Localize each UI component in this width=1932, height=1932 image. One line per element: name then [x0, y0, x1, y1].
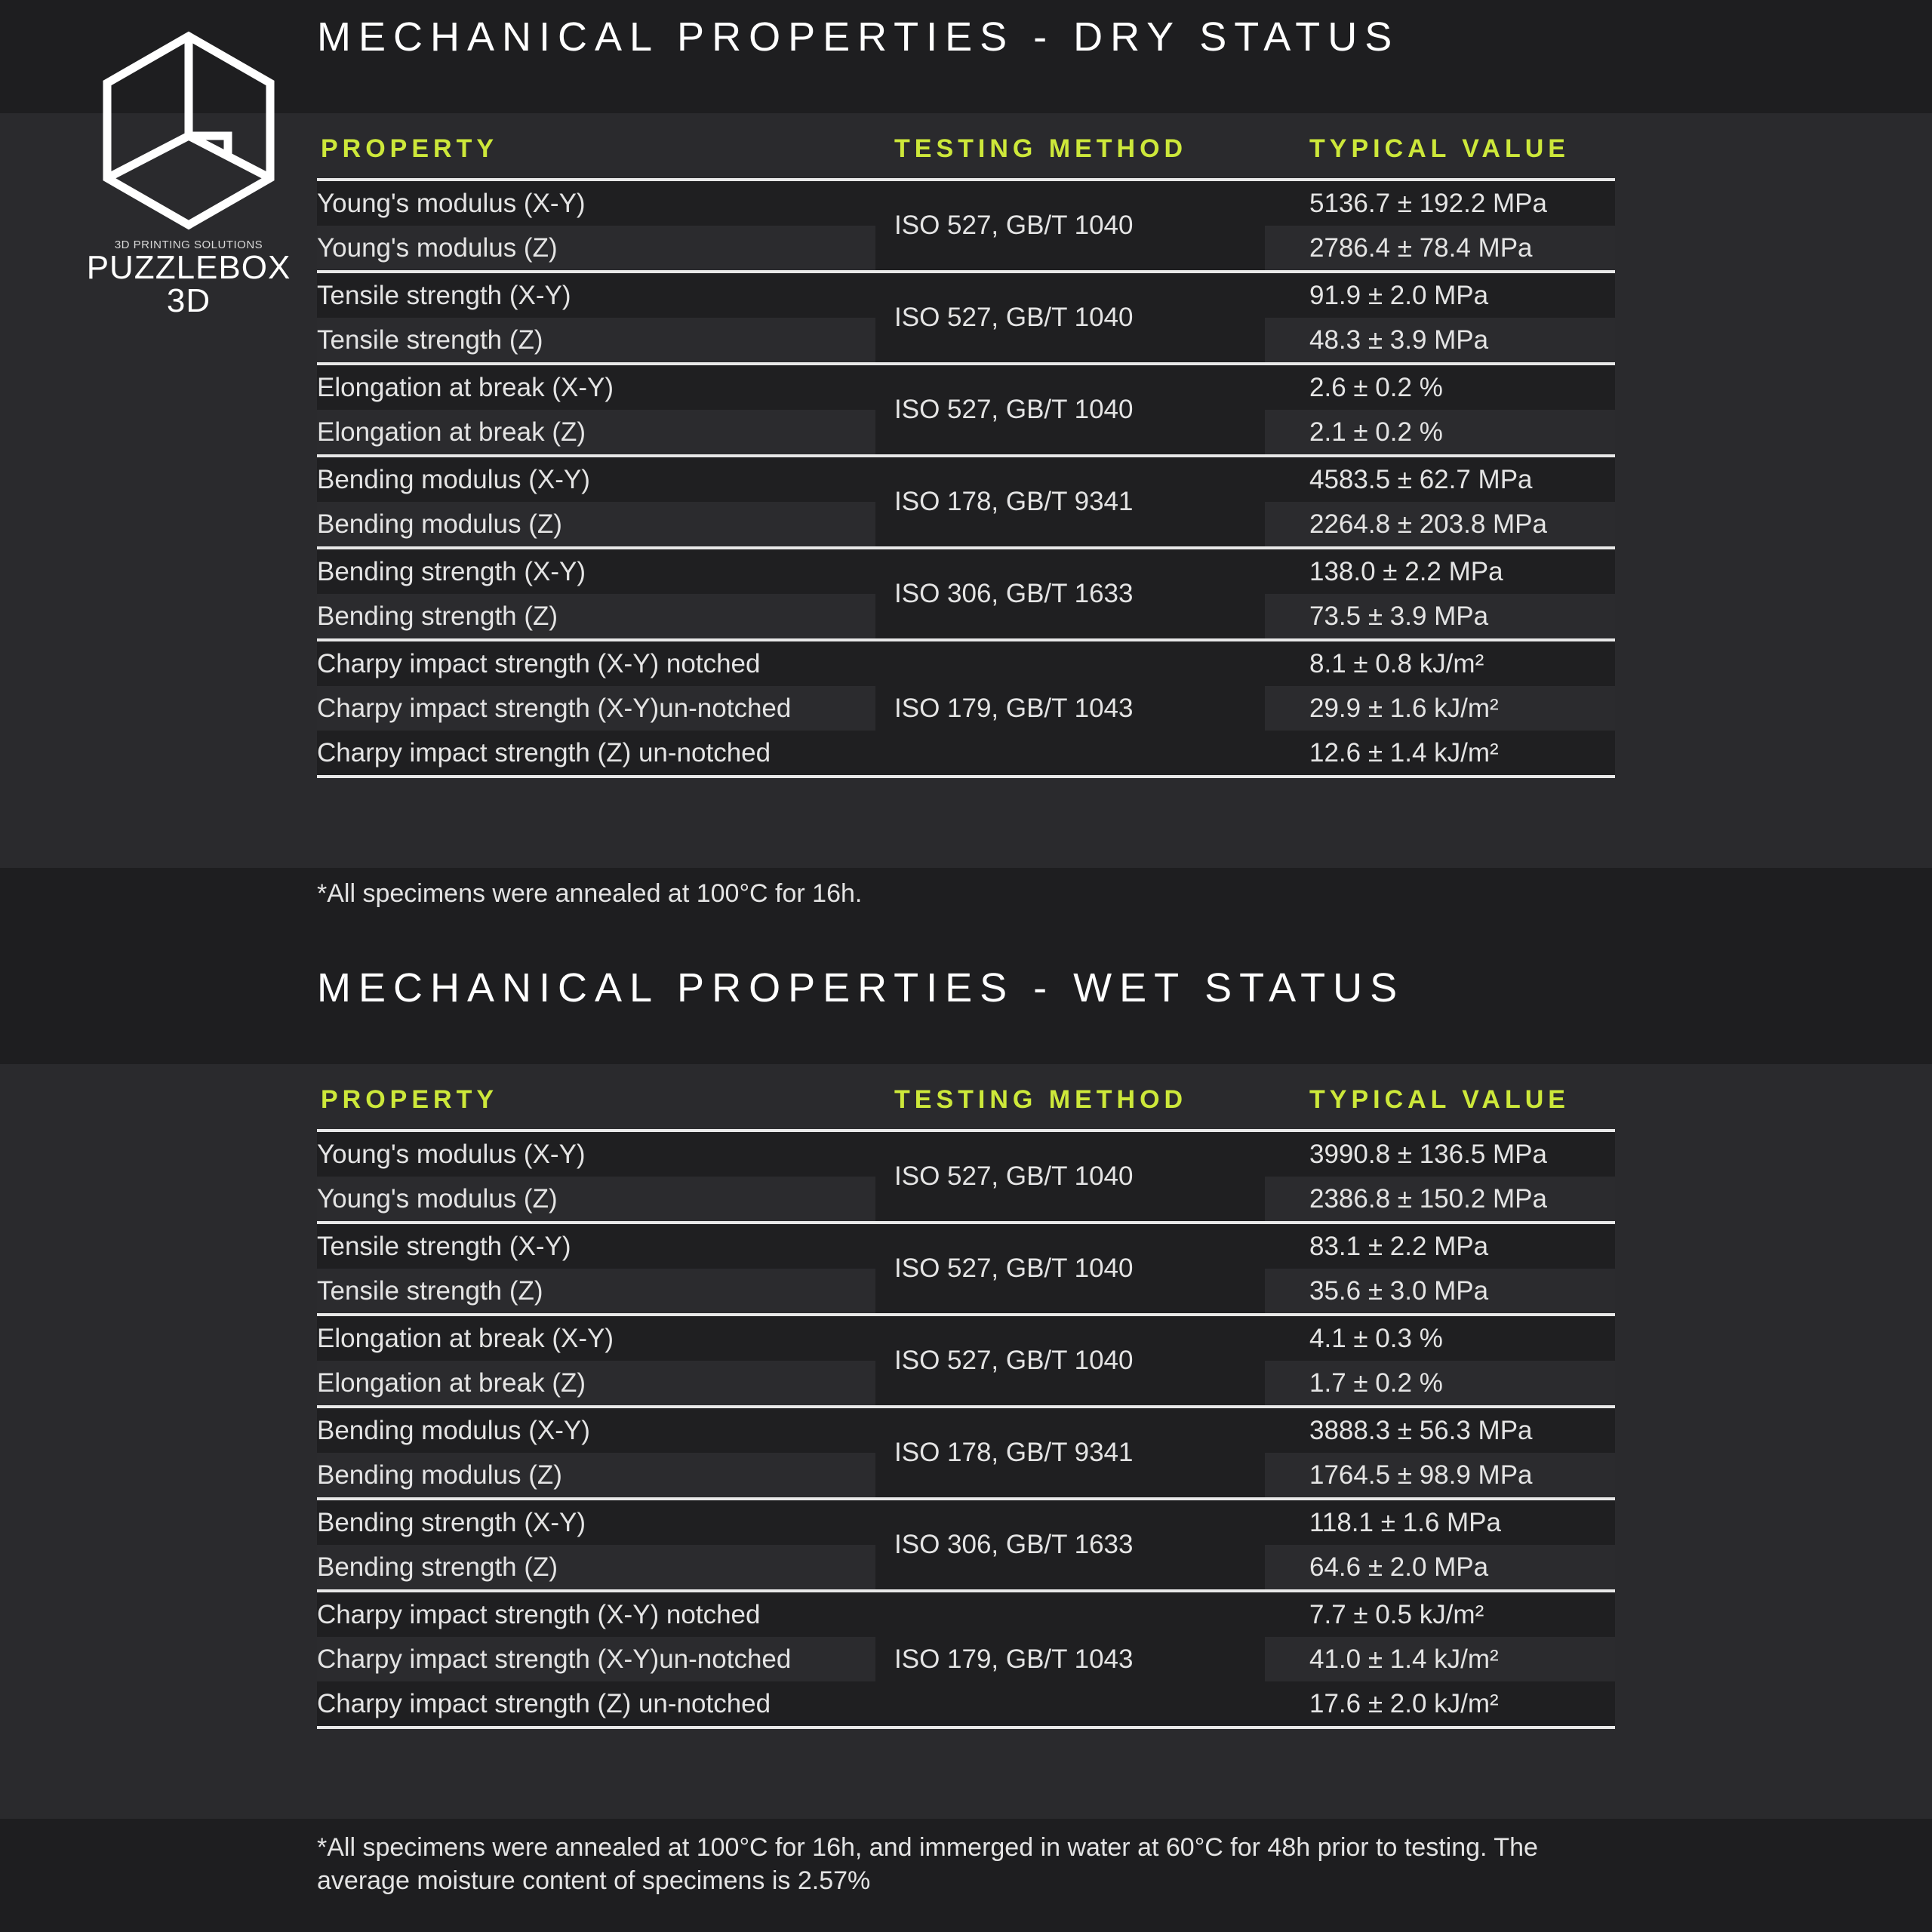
- table-row: [317, 1681, 1615, 1726]
- testing-method: ISO 306, GB/T 1633: [894, 579, 1134, 608]
- typical-value: 138.0 ± 2.2 MPa: [1309, 557, 1503, 586]
- wet-properties-table: [317, 1064, 1615, 1729]
- property-group: [317, 457, 1615, 549]
- property-name: Charpy impact strength (Z) un-notched: [317, 738, 771, 768]
- property-group: [317, 1500, 1615, 1592]
- testing-method: ISO 527, GB/T 1040: [894, 303, 1134, 332]
- testing-method: ISO 527, GB/T 1040: [894, 395, 1134, 424]
- testing-method: ISO 178, GB/T 9341: [894, 487, 1134, 516]
- typical-value: 2.1 ± 0.2 %: [1309, 417, 1443, 447]
- property-name: Young's modulus (X-Y): [317, 189, 586, 218]
- typical-value: 5136.7 ± 192.2 MPa: [1309, 189, 1547, 218]
- typical-value: 3990.8 ± 136.5 MPa: [1309, 1140, 1547, 1169]
- wet-section-title: MECHANICAL PROPERTIES - WET STATUS: [317, 965, 1405, 1011]
- typical-value: 64.6 ± 2.0 MPa: [1309, 1552, 1489, 1582]
- testing-method: ISO 179, GB/T 1043: [894, 693, 1134, 723]
- testing-method: ISO 527, GB/T 1040: [894, 211, 1134, 240]
- property-group: [317, 1408, 1615, 1500]
- wet-footnote: *All specimens were annealed at 100°C for 16h, and immerged in water at 60°C for 48h prior to testing. The average moisture content of specimens is 2.57%: [317, 1833, 1538, 1895]
- brand-tagline: 3D PRINTING SOLUTIONS: [114, 238, 263, 251]
- typical-value: 83.1 ± 2.2 MPa: [1309, 1232, 1489, 1261]
- typical-value: 48.3 ± 3.9 MPa: [1309, 325, 1489, 355]
- property-name: Young's modulus (Z): [317, 1184, 558, 1214]
- typical-value: 2386.8 ± 150.2 MPa: [1309, 1184, 1547, 1214]
- typical-value: 91.9 ± 2.0 MPa: [1309, 281, 1489, 310]
- property-name: Elongation at break (X-Y): [317, 1324, 614, 1353]
- header-typical-value: TYPICAL VALUE: [1309, 1085, 1570, 1114]
- table-row: [317, 641, 1615, 686]
- property-name: Charpy impact strength (X-Y)un-notched: [317, 1644, 792, 1674]
- header-typical-value: TYPICAL VALUE: [1309, 134, 1570, 163]
- property-name: Bending modulus (X-Y): [317, 1416, 590, 1445]
- table-row: [317, 1592, 1615, 1637]
- property-name: Tensile strength (X-Y): [317, 281, 571, 310]
- brand-name: PUZZLEBOX 3D: [86, 249, 291, 319]
- typical-value: 2264.8 ± 203.8 MPa: [1309, 509, 1547, 539]
- typical-value: 29.9 ± 1.6 kJ/m²: [1309, 694, 1499, 723]
- brand-logo: [60, 30, 317, 319]
- cube-logo-icon: [98, 30, 279, 234]
- property-name: Tensile strength (Z): [317, 1276, 543, 1306]
- dry-table-body: [317, 181, 1615, 778]
- typical-value: 8.1 ± 0.8 kJ/m²: [1309, 649, 1484, 678]
- header-property: PROPERTY: [321, 134, 499, 163]
- testing-method: ISO 179, GB/T 1043: [894, 1644, 1134, 1674]
- typical-value: 17.6 ± 2.0 kJ/m²: [1309, 1689, 1499, 1718]
- property-name: Charpy impact strength (X-Y)un-notched: [317, 694, 792, 723]
- dry-properties-table: [317, 113, 1615, 778]
- typical-value: 4.1 ± 0.3 %: [1309, 1324, 1443, 1353]
- testing-method: ISO 527, GB/T 1040: [894, 1346, 1134, 1375]
- table-header: [317, 1064, 1615, 1132]
- typical-value: 4583.5 ± 62.7 MPa: [1309, 465, 1533, 494]
- typical-value: 2786.4 ± 78.4 MPa: [1309, 233, 1533, 263]
- dry-section-title: MECHANICAL PROPERTIES - DRY STATUS: [317, 14, 1400, 60]
- testing-method: ISO 306, GB/T 1633: [894, 1530, 1134, 1559]
- table-row: [317, 731, 1615, 775]
- testing-method: ISO 527, GB/T 1040: [894, 1254, 1134, 1283]
- typical-value: 1764.5 ± 98.9 MPa: [1309, 1460, 1533, 1490]
- header-testing-method: TESTING METHOD: [894, 134, 1188, 163]
- table-header: [317, 113, 1615, 181]
- property-name: Bending strength (Z): [317, 1552, 558, 1582]
- wet-table-body: [317, 1132, 1615, 1729]
- property-name: Bending modulus (Z): [317, 509, 562, 539]
- property-group: [317, 641, 1615, 778]
- property-group: [317, 273, 1615, 365]
- property-name: Charpy impact strength (Z) un-notched: [317, 1689, 771, 1718]
- dry-footnote: *All specimens were annealed at 100°C for 16h.: [317, 879, 863, 908]
- property-name: Elongation at break (X-Y): [317, 373, 614, 402]
- property-name: Bending modulus (Z): [317, 1460, 562, 1490]
- property-name: Elongation at break (Z): [317, 417, 586, 447]
- property-group: [317, 549, 1615, 641]
- property-name: Bending strength (X-Y): [317, 1508, 586, 1537]
- typical-value: 7.7 ± 0.5 kJ/m²: [1309, 1600, 1484, 1629]
- property-name: Charpy impact strength (X-Y) notched: [317, 649, 761, 678]
- header-testing-method: TESTING METHOD: [894, 1085, 1188, 1114]
- property-name: Bending strength (X-Y): [317, 557, 586, 586]
- property-name: Elongation at break (Z): [317, 1368, 586, 1398]
- typical-value: 73.5 ± 3.9 MPa: [1309, 601, 1489, 631]
- typical-value: 35.6 ± 3.0 MPa: [1309, 1276, 1489, 1306]
- property-group: [317, 181, 1615, 273]
- property-name: Young's modulus (X-Y): [317, 1140, 586, 1169]
- typical-value: 2.6 ± 0.2 %: [1309, 373, 1443, 402]
- property-group: [317, 365, 1615, 457]
- typical-value: 118.1 ± 1.6 MPa: [1309, 1508, 1501, 1537]
- typical-value: 41.0 ± 1.4 kJ/m²: [1309, 1644, 1499, 1674]
- typical-value: 12.6 ± 1.4 kJ/m²: [1309, 738, 1499, 768]
- testing-method: ISO 178, GB/T 9341: [894, 1438, 1134, 1467]
- typical-value: 3888.3 ± 56.3 MPa: [1309, 1416, 1533, 1445]
- property-name: Young's modulus (Z): [317, 233, 558, 263]
- property-name: Charpy impact strength (X-Y) notched: [317, 1600, 761, 1629]
- property-name: Tensile strength (Z): [317, 325, 543, 355]
- property-group: [317, 1316, 1615, 1408]
- property-name: Tensile strength (X-Y): [317, 1232, 571, 1261]
- property-name: Bending strength (Z): [317, 601, 558, 631]
- header-property: PROPERTY: [321, 1085, 499, 1114]
- property-group: [317, 1224, 1615, 1316]
- property-name: Bending modulus (X-Y): [317, 465, 590, 494]
- testing-method: ISO 527, GB/T 1040: [894, 1161, 1134, 1191]
- typical-value: 1.7 ± 0.2 %: [1309, 1368, 1443, 1398]
- property-group: [317, 1592, 1615, 1729]
- property-group: [317, 1132, 1615, 1224]
